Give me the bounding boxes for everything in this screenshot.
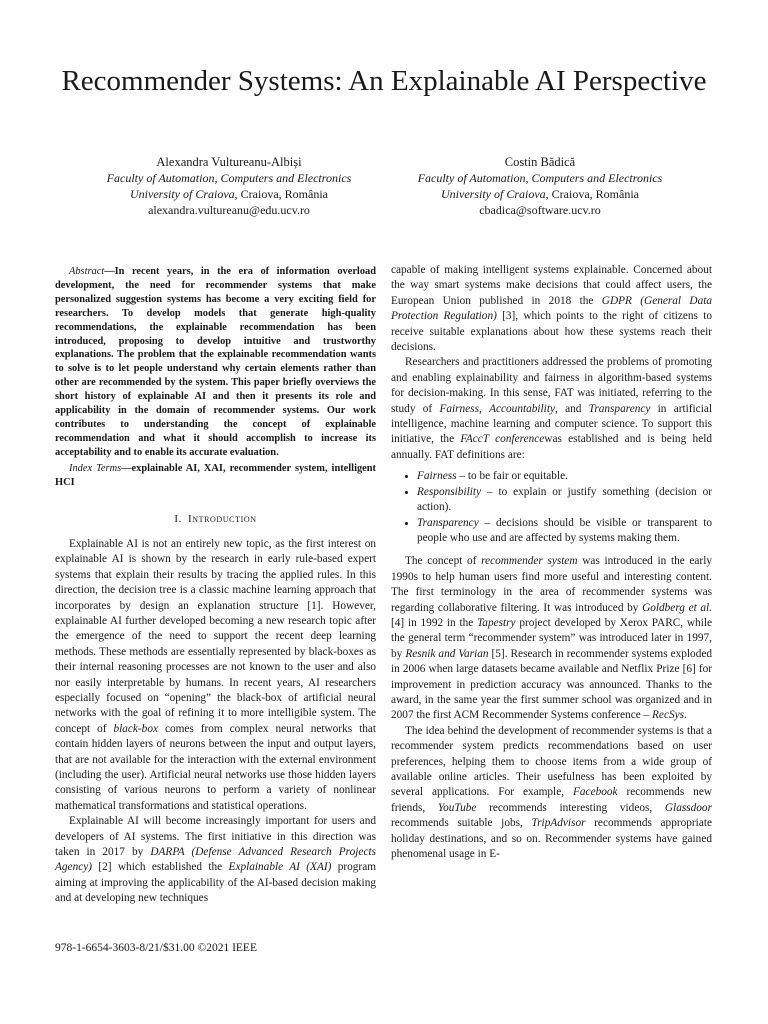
section-number: I. [174, 512, 182, 525]
author-name: Alexandra Vultureanu-Albiși [156, 155, 302, 169]
intro-paragraph-2 [55, 814, 376, 906]
definition-term: Fairness [417, 470, 457, 483]
emphasis: Transparency [588, 402, 651, 415]
intro-paragraph-3 [391, 263, 712, 355]
author-email: alexandra.vultureanu@edu.ucv.ro [148, 203, 310, 217]
text-run: recommends new friends, [391, 786, 712, 814]
author-affiliation [79, 186, 379, 202]
emphasis: RecSys [652, 709, 685, 722]
abstract-label: Abstract [69, 266, 105, 277]
index-terms [55, 462, 376, 490]
text-run: Explainable AI is not an entirely new topic, as the first interest on explainable AI is shown by the research in early rule-based expert systems that explain their results by tracing the applied rules. In this direction, the decision tree is a classic machine learning approach that incorporates by design an explanation structure [1]. However, explainable AI further developed becoming a new research topic after the emergence of the need to support the recent deep learning methods. These methods are essentially represented by black-boxes as their internal reasoning processes are not known to the user and also nor easily interpretable by humans. In recent years, AI researchers especially focused on “opening” the black-box of artificial neural networks with the goal of refining it to more intelligible system. The concept of [55, 537, 376, 735]
text-run: project developed by Xerox PARC, while the general term “recommender system” was introduced later in 1997, by [391, 616, 712, 660]
list-item [417, 485, 712, 516]
fat-definitions-list [391, 469, 712, 546]
emphasis: DARPA (Defense Advanced Research Projects Agency) [55, 846, 376, 874]
copyright-footer: 978-1-6654-3603-8/21/$31.00 ©2021 IEEE [55, 942, 257, 954]
index-terms-text: —explainable AI, XAI, recommender system, intelligent HCI [55, 462, 376, 488]
emphasis: Facebook [573, 786, 618, 799]
definition-text: – decisions should be visible or transparent to people who use and are affected by systems making them. [417, 516, 712, 544]
author-department: Faculty of Automation, Computers and Electronics [417, 171, 663, 185]
author-location: , Craiova, România [545, 187, 639, 201]
text-run: Explainable AI will become increasingly important for users and developers of AI systems. The first initiative in this direction was taken in 2017 by [55, 815, 376, 859]
text-run: recommends interesting videos, [476, 801, 665, 814]
definition-term: Transparency [417, 516, 479, 529]
author-name: Costin Bădică [504, 155, 576, 169]
abstract-text: —In recent years, in the era of information overload development, the need for recommender systems that make personalized suggestion systems has become a very exciting field for researchers. To develop models that generate high-quality recommendations, the explainable recommendation has been introduced, proposing to develop intuitive and trustworthy explanations. The problem that the explainable recommendation wants to solve is to let people understand why certain elements rather than other are recommended by the system. This paper briefly overviews the short history of explainable AI and then it presents its role and applicability in the domain of recommender systems. Our work contributes to understanding the concept of explainable recommendation and what it should accomplish to increase its acceptability and to enable its accurate evaluation. [55, 266, 376, 458]
emphasis: Goldberg et al. [642, 601, 712, 614]
author-university: University of Craiova [130, 187, 235, 201]
text-run: program aiming at improving the applicability of the AI-based decision making and at developing new techniques [55, 861, 376, 905]
text-run: , [478, 402, 490, 415]
text-run: [4] in 1992 in the [391, 616, 478, 629]
definition-text: – to explain or justify something (decision or action). [417, 485, 712, 514]
author-department: Faculty of Automation, Computers and Electronics [106, 171, 352, 185]
text-run: The concept of [405, 555, 482, 568]
author-block-1 [79, 154, 379, 218]
left-column [55, 263, 376, 907]
paper-title: Recommender Systems: An Explainable AI Perspective [61, 65, 707, 97]
text-run: . [684, 709, 687, 722]
list-item [417, 469, 712, 484]
emphasis: Glassdoor [664, 801, 712, 814]
intro-paragraph-4 [391, 355, 712, 463]
author-location: , Craiova, România [234, 187, 328, 201]
text-run: The idea behind the development of recommender systems is that a recommender system predicts recommendations based on user preferences, helping them to choose items from a wide group of available online articles. Their usefulness has been exploited by several applications. For example, [391, 724, 712, 799]
text-run: Researchers and practitioners addressed the problems of promoting and enabling explainability and fairness in algorithm-based systems for decision-making. In this sense, FAT was initiated, referring to the study of [391, 356, 712, 415]
text-run: in artificial intelligence, machine learning and computer science. To support this initiative, the [391, 402, 712, 446]
emphasis: recommender system [481, 555, 578, 568]
section-heading [55, 512, 376, 527]
text-run: comes from complex neural networks that contain hidden layers of neurons between the input and output layers, that are not available for the interaction with the external environment (including the user). Artificial neural networks use those hidden layers consisting of various neurons to perform a variety of nonlinear mathematical transformations and statistical operations. [55, 722, 377, 812]
text-run: was established and is being held annually. FAT definitions are: [391, 433, 712, 461]
intro-paragraph-1 [55, 537, 376, 814]
emphasis: Explainable AI (XAI) [228, 861, 332, 874]
emphasis: FAccT conference [460, 433, 545, 446]
text-run: , and [554, 402, 589, 415]
list-item [417, 516, 712, 547]
intro-paragraph-5 [391, 554, 712, 723]
emphasis: Tapestry [477, 616, 516, 629]
author-university: University of Craiova [441, 187, 546, 201]
author-email: cbadica@software.ucv.ro [479, 203, 601, 217]
abstract [55, 265, 376, 460]
right-column [391, 263, 712, 862]
definition-term: Responsibility [417, 485, 482, 498]
section-title: Introduction [187, 512, 257, 525]
emphasis: GDPR (General Data Protection Regulation) [391, 294, 713, 323]
text-run: capable of making intelligent systems explainable. Concerned about the way smart systems make decisions that could affect users, the European Union published in 2018 the [391, 264, 712, 307]
text-run: recommends suitable jobs, [391, 817, 532, 830]
text-run: [2] which established the [92, 861, 229, 874]
text-run: recommends appropriate holiday destinations, and so on. Recommender systems have gained phenomenal usage in E- [391, 817, 712, 861]
index-terms-label: Index Terms [69, 462, 122, 474]
emphasis: TripAdvisor [531, 817, 586, 830]
emphasis: YouTube [437, 801, 477, 814]
emphasis: Resnik and Varian [405, 647, 489, 660]
text-run: [5]. Research in recommender systems exploded in 2006 when large datasets became available and Netflix Prize [6] for improvement in prediction accuracy was announced. Thanks to the award, in the same year the first summer school was organized and in 2007 the first ACM Recommender Systems conference – [391, 647, 713, 722]
author-block-2 [390, 154, 690, 218]
intro-paragraph-6 [391, 724, 712, 863]
emphasis: Fairness [439, 402, 479, 415]
author-affiliation [390, 186, 690, 202]
definition-text: – to be fair or equitable. [456, 470, 568, 483]
emphasis: Accountability [489, 402, 555, 415]
emphasis: black-box [113, 722, 158, 735]
text-run: [3], which points to the right of citizens to receive suitable explanations about how these systems reach their decisions. [391, 310, 712, 354]
text-run: was introduced in the early 1990s to help human users find more useful and interesting content. The first terminology in the area of recommender systems was regarding collaborative filtering. It was introduced by [391, 555, 712, 614]
